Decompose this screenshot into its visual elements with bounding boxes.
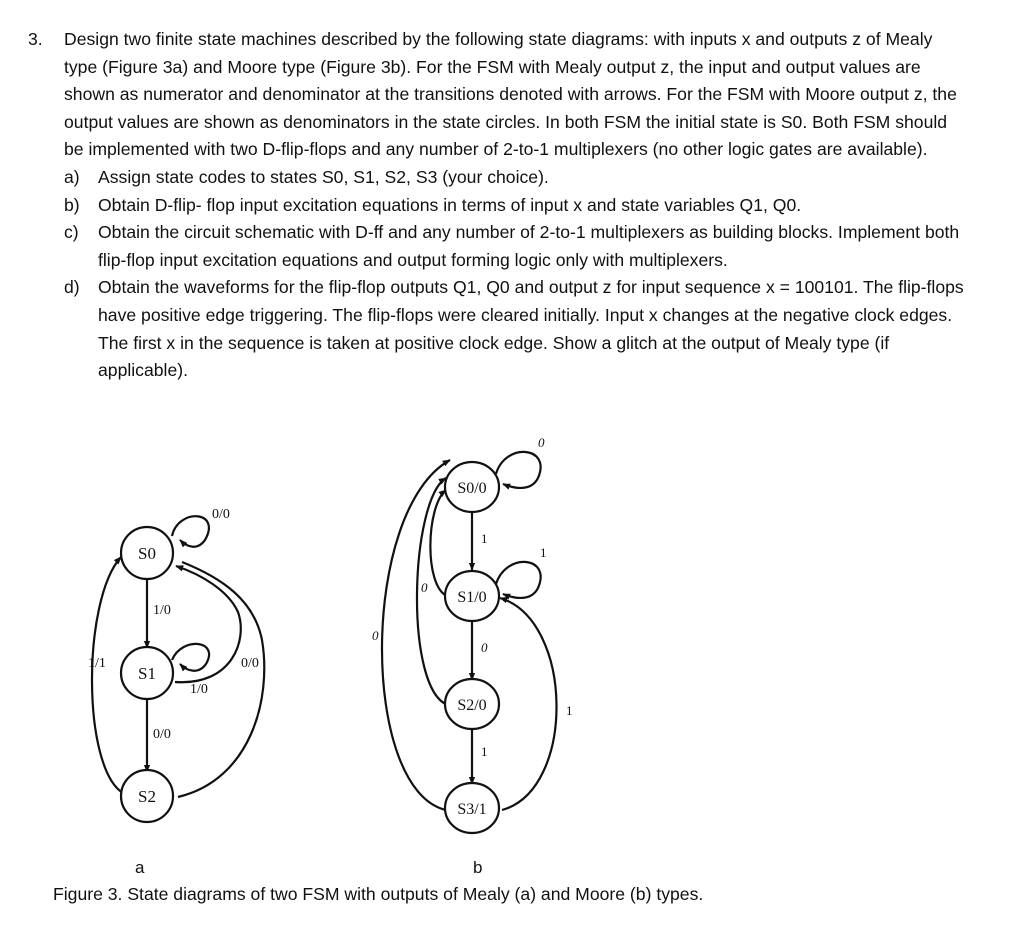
item-text: Assign state codes to states S0, S1, S2, S3 (your choice). <box>98 166 549 187</box>
label-b-s2-to-s3: 1 <box>481 744 488 759</box>
problem-intro: Design two finite state machines described by the following state diagrams: with inputs x and outputs z of Mealy type (Figure 3a) and Moore type (Figure 3b). For the FSM with Mealy output z, the input and output values are shown as numerator and denominator at the transitions denoted with arrows. For the FSM with Moore output z, the output values are shown as denominators in the state circles. In both FSM the initial state is S0. Both FSM should be implemented with two D-flip-flops and any number of 2-to-1 multiplexers (no other logic gates are available). <box>64 29 957 160</box>
problem-number: 3. <box>28 29 43 49</box>
transition-a-s1-self <box>172 644 209 671</box>
label-b-s0-to-s1: 1 <box>481 531 488 546</box>
sublabel-a: a <box>135 858 145 877</box>
transition-b-s1-self <box>496 562 541 598</box>
label-b-s0-self: 0 <box>538 435 545 450</box>
state-label-b-s1: S1/0 <box>457 589 487 606</box>
transition-a-s0-self <box>172 516 209 547</box>
transition-a-s2-return <box>178 562 264 797</box>
diagram-b <box>382 452 557 833</box>
item-label: b) <box>64 194 80 215</box>
label-b-s2-to-s0: 0 <box>372 628 379 643</box>
label-b-s1-to-s2: 0 <box>481 640 488 655</box>
figure-caption: Figure 3. State diagrams of two FSM with outputs of Mealy (a) and Moore (b) types. <box>53 884 704 904</box>
transition-b-s3-to-s1 <box>500 598 557 810</box>
label-a-s0-self: 0/0 <box>212 507 230 522</box>
label-b-s1-self: 1 <box>540 545 547 560</box>
transition-a-s2-to-s0 <box>92 557 123 793</box>
label-a-s0-to-s1: 1/0 <box>153 603 171 618</box>
item-text: Obtain the circuit schematic with D-ff and any number of 2-to-1 multiplexers as building blocks. Implement both flip-flop input excitation equations and output forming logic only with multiplexers. <box>98 222 960 270</box>
item-label: d) <box>64 277 80 298</box>
state-label-a-s0: S0 <box>138 544 156 563</box>
transition-b-s0-self <box>496 452 541 488</box>
label-a-s1-self: 1/0 <box>190 682 208 697</box>
label-b-s3-to-s1: 1 <box>566 703 573 718</box>
label-a-s2-to-s0: 1/1 <box>88 656 106 671</box>
transition-a-s1-to-s0 <box>175 566 241 682</box>
item-label: a) <box>64 166 80 187</box>
item-text: Obtain the waveforms for the flip-flop outputs Q1, Q0 and output z for input sequence x = 100101. The flip-flops have positive edge triggering. The flip-flops were cleared initially. Input x changes at the negative clock edges. The first x in the sequence is taken at positive clock edge. Show a glitch at the output of Mealy type (if applicable). <box>98 277 964 381</box>
item-text: Obtain D-flip- flop input excitation equations in terms of input x and state variables Q1, Q0. <box>98 194 802 215</box>
sublabel-b: b <box>473 858 483 877</box>
state-label-b-s3: S3/1 <box>457 801 487 818</box>
transition-b-s1-to-s0 <box>430 490 447 596</box>
state-label-b-s0: S0/0 <box>457 480 487 497</box>
state-label-a-s2: S2 <box>138 787 156 806</box>
label-b-s1-to-s0: 0 <box>421 580 428 595</box>
diagram-a <box>92 516 264 822</box>
item-label: c) <box>64 222 79 243</box>
state-label-a-s1: S1 <box>138 664 156 683</box>
state-label-b-s2: S2/0 <box>457 697 487 714</box>
label-a-s1-to-s0: 0/0 <box>241 656 259 671</box>
transition-b-s3-to-s0 <box>382 460 450 810</box>
label-a-s1-to-s2: 0/0 <box>153 727 171 742</box>
